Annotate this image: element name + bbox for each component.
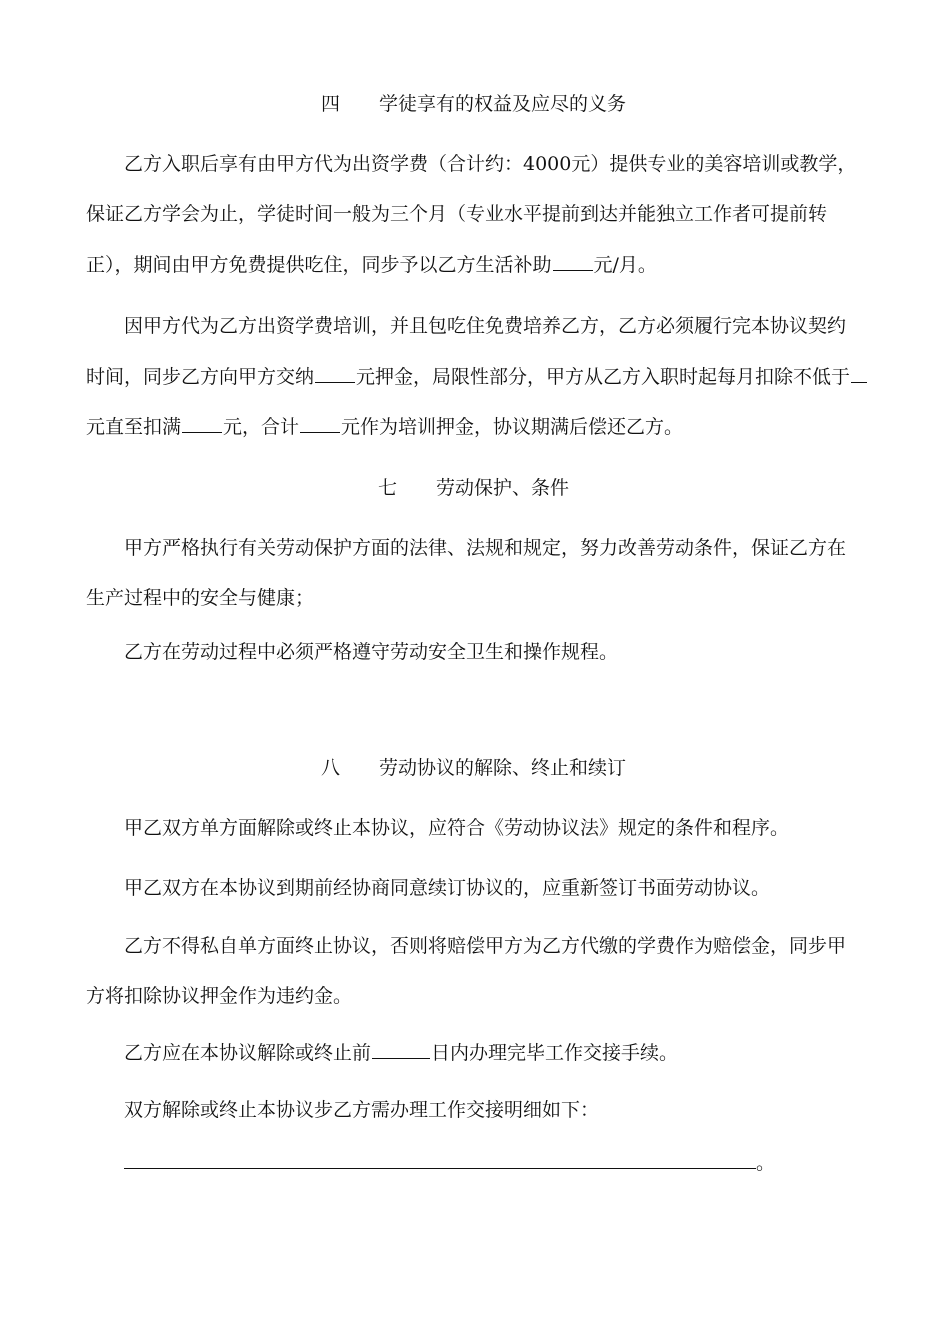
text-fragment: 时间，同步乙方向甲方交纳	[86, 366, 315, 388]
fill-blank	[851, 364, 867, 383]
paragraph-line: 保证乙方学会为止，学徒时间一般为三个月（专业水平提前到达并能独立工作者可提前转	[86, 203, 828, 225]
text-fragment: 正），期间由甲方免费提供吃住，同步予以乙方生活补助	[86, 254, 552, 276]
section-title: 劳动协议的解除、终止和续订	[379, 757, 627, 779]
paragraph-line: 甲乙双方单方面解除或终止本协议，应符合《劳动协议法》规定的条件和程序。	[124, 817, 790, 839]
section-heading-8	[321, 756, 626, 780]
paragraph-line	[86, 414, 683, 438]
section-title: 劳动保护、条件	[436, 477, 570, 499]
paragraph-line: 双方解除或终止本协议步乙方需办理工作交接明细如下：	[124, 1099, 600, 1121]
paragraph-line: 甲方严格执行有关劳动保护方面的法律、法规和规定，努力改善劳动条件，保证乙方在	[124, 537, 847, 559]
text-fragment: 元押金，局限性部分，甲方从乙方入职时起每月扣除不低于	[356, 366, 851, 388]
paragraph-line	[86, 364, 868, 388]
paragraph-line	[124, 1040, 678, 1064]
fill-blank	[300, 414, 340, 433]
section-number: 七	[378, 477, 398, 499]
paragraph-line: 乙方在劳动过程中必须严格遵守劳动安全卫生和操作规程。	[124, 641, 619, 663]
fill-line	[124, 1148, 756, 1169]
paragraph-line: 因甲方代为乙方出资学费培训，并且包吃住免费培养乙方，乙方必须履行完本协议契约	[124, 315, 847, 337]
fill-blank	[372, 1040, 430, 1059]
text-fragment: 元，合计	[223, 416, 300, 438]
text-fragment: 元作为培训押金，协议期满后偿还乙方。	[341, 416, 684, 438]
section-number: 四	[321, 93, 341, 115]
paragraph-line: 方将扣除协议押金作为违约金。	[86, 985, 353, 1007]
section-number: 八	[321, 757, 341, 779]
paragraph-line: 乙方不得私自单方面终止协议，否则将赔偿甲方为乙方代缴的学费作为赔偿金，同步甲	[124, 935, 847, 957]
fill-blank	[315, 364, 355, 383]
fill-blank	[553, 252, 593, 271]
section-heading-4	[321, 92, 626, 116]
text-fragment: 乙方应在本协议解除或终止前	[124, 1042, 372, 1064]
handover-details-blank	[124, 1148, 775, 1172]
text-fragment: 。	[756, 1152, 776, 1174]
section-title: 学徒享有的权益及应尽的义务	[379, 93, 627, 115]
paragraph-line: 乙方入职后享有由甲方代为出资学费（合计约：4000元）提供专业的美容培训或教学，	[124, 153, 857, 175]
text-fragment: 元直至扣满	[86, 416, 182, 438]
paragraph-line: 甲乙双方在本协议到期前经协商同意续订协议的，应重新签订书面劳动协议。	[124, 877, 771, 899]
section-heading-7	[378, 476, 569, 500]
text-fragment: 日内办理完毕工作交接手续。	[431, 1042, 679, 1064]
fill-blank	[182, 414, 222, 433]
text-fragment: 元/月。	[593, 254, 657, 276]
paragraph-line	[86, 252, 657, 276]
paragraph-line: 生产过程中的安全与健康；	[86, 587, 315, 609]
